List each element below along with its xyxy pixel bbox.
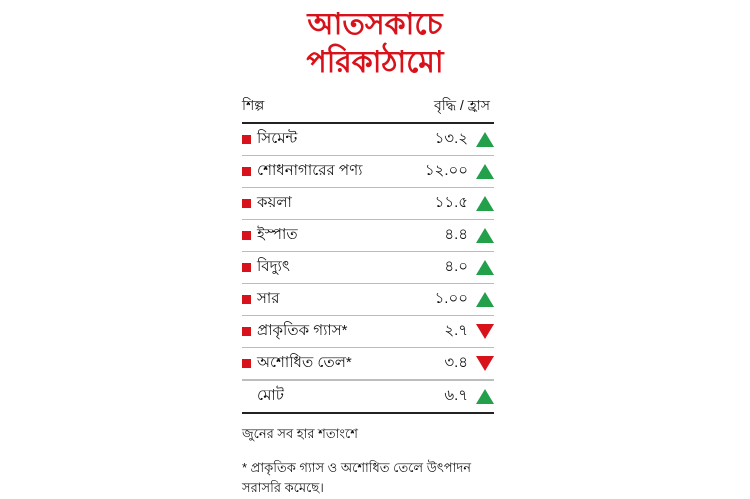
column-header-change: বৃদ্ধি / হ্রাস bbox=[433, 97, 490, 113]
row-label: মোট bbox=[257, 387, 284, 404]
data-table bbox=[242, 94, 494, 414]
row-value-cell bbox=[422, 351, 494, 376]
table-row bbox=[242, 156, 494, 188]
page-title bbox=[228, 0, 522, 82]
triangle-up-icon bbox=[476, 228, 494, 243]
row-label-cell bbox=[242, 287, 280, 312]
row-label-cell bbox=[242, 255, 290, 280]
row-label: সিমেন্ট bbox=[257, 130, 298, 147]
row-value: ১.০০ bbox=[434, 290, 468, 307]
square-bullet-icon bbox=[242, 135, 251, 144]
table-row bbox=[242, 348, 494, 380]
triangle-up-icon bbox=[476, 132, 494, 147]
table-body bbox=[242, 124, 494, 414]
row-label: কয়লা bbox=[257, 194, 292, 211]
row-value: ১৩.২ bbox=[434, 130, 468, 147]
row-label-cell bbox=[242, 127, 297, 152]
row-value: ৪.৪ bbox=[444, 226, 468, 243]
square-bullet-icon bbox=[242, 231, 251, 240]
table-row bbox=[242, 124, 494, 156]
row-value: ৬.৭ bbox=[444, 387, 468, 404]
row-label: অশোধিত তেল* bbox=[257, 354, 352, 371]
row-label: প্রাকৃতিক গ্যাস* bbox=[257, 322, 348, 339]
triangle-up-icon bbox=[476, 292, 494, 307]
table-row bbox=[242, 188, 494, 220]
row-label-cell bbox=[242, 351, 352, 376]
square-bullet-icon bbox=[242, 167, 251, 176]
row-label-cell bbox=[242, 384, 284, 409]
triangle-down-icon bbox=[476, 356, 494, 371]
footnote: * প্রাকৃতিক গ্যাস ও অশোধিত তেলে উৎপাদন সরাসরি কমেছে। bbox=[242, 460, 471, 495]
square-bullet-icon bbox=[242, 359, 251, 368]
square-bullet-icon bbox=[242, 327, 251, 336]
table-header bbox=[242, 94, 494, 124]
row-label-cell bbox=[242, 191, 292, 216]
row-value: ১১.৫ bbox=[434, 194, 468, 211]
row-value-cell bbox=[422, 127, 494, 152]
row-value: ৪.০ bbox=[444, 258, 468, 275]
row-label-cell bbox=[242, 319, 348, 344]
triangle-up-icon bbox=[476, 164, 494, 179]
triangle-down-icon bbox=[476, 324, 494, 339]
row-value-cell bbox=[422, 223, 494, 248]
row-value-cell bbox=[422, 384, 494, 409]
row-value-cell bbox=[422, 255, 494, 280]
triangle-up-icon bbox=[476, 196, 494, 211]
title-line-2: পরিকাঠামো bbox=[306, 46, 444, 79]
triangle-up-icon bbox=[476, 260, 494, 275]
row-label-cell bbox=[242, 223, 298, 248]
row-label: বিদ্যুৎ bbox=[257, 258, 290, 275]
square-bullet-icon bbox=[242, 199, 251, 208]
table-row bbox=[242, 380, 494, 414]
table-row bbox=[242, 284, 494, 316]
row-value-cell bbox=[422, 287, 494, 312]
row-value: ৩.৪ bbox=[444, 354, 468, 371]
row-value-cell bbox=[422, 191, 494, 216]
row-value: ২.৭ bbox=[444, 322, 468, 339]
title-line-1: আতসকাচে bbox=[307, 8, 443, 41]
table-row bbox=[242, 220, 494, 252]
column-header-industry: শিল্প bbox=[242, 97, 265, 113]
row-value-cell bbox=[422, 319, 494, 344]
row-label-cell bbox=[242, 159, 363, 184]
row-label: ইস্পাত bbox=[257, 226, 298, 243]
row-label: শোধনাগারের পণ্য bbox=[257, 162, 363, 179]
infographic-card bbox=[228, 0, 522, 499]
table-row bbox=[242, 316, 494, 348]
square-bullet-icon bbox=[242, 263, 251, 272]
unit-note: জুনের সব হার শতাংশে bbox=[242, 426, 358, 441]
row-value-cell bbox=[422, 159, 494, 184]
table-row bbox=[242, 252, 494, 284]
square-bullet-icon bbox=[242, 392, 251, 401]
row-label: সার bbox=[257, 290, 280, 307]
square-bullet-icon bbox=[242, 295, 251, 304]
row-value: ১২.০০ bbox=[424, 162, 468, 179]
triangle-up-icon bbox=[476, 389, 494, 404]
